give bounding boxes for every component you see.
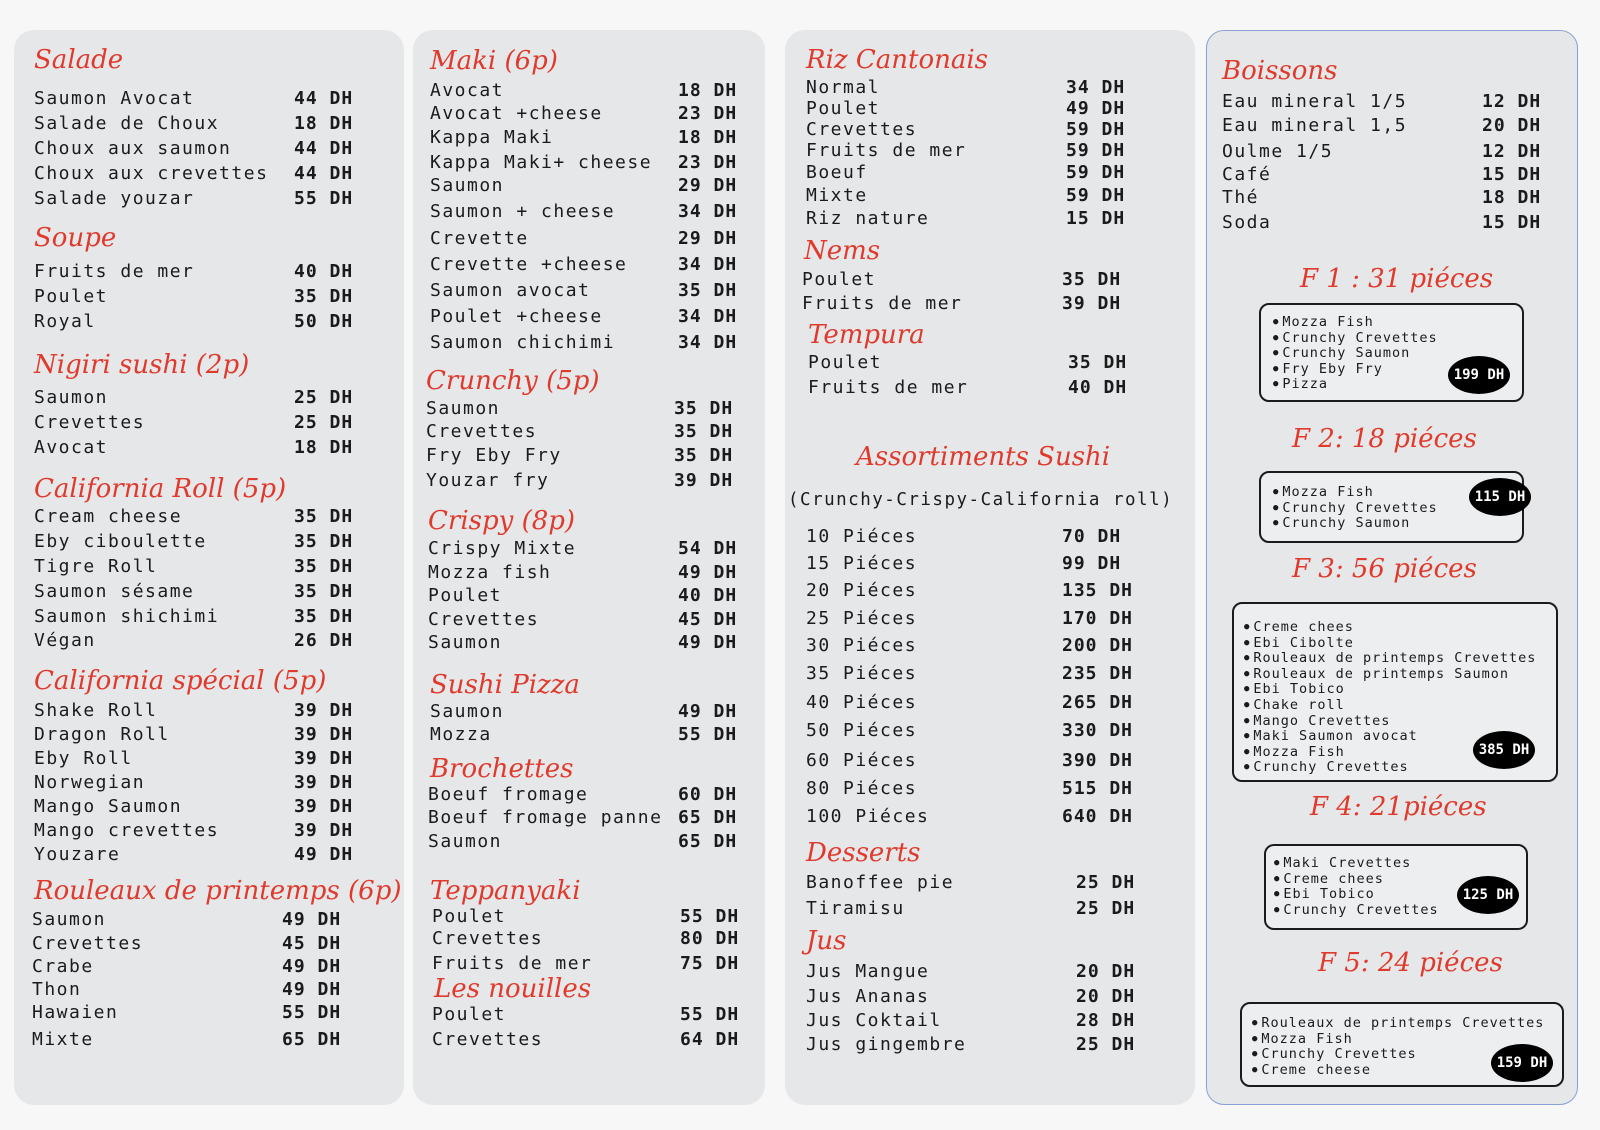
item-name: Mixte (32, 1029, 94, 1050)
item-price: 12 DH (1482, 91, 1542, 112)
formula-item: ● Crunchy Saumon (1273, 346, 1438, 362)
formula-title: F 5: 24 piéces (1318, 948, 1503, 978)
formula-item: ● Mozza Fish (1244, 745, 1536, 761)
item-price: 20 DH (1076, 986, 1136, 1007)
formula-item: ● Creme chees (1274, 872, 1439, 888)
item-name: Tigre Roll (34, 556, 158, 577)
item-price: 18 DH (678, 127, 738, 148)
item-name: Fry Eby Fry (426, 445, 562, 466)
item-price: 34 DH (678, 306, 738, 327)
item-price: 20 DH (1482, 115, 1542, 136)
formula-item: ● Chake roll (1244, 698, 1536, 714)
item-price: 26 DH (294, 630, 354, 651)
item-price: 44 DH (294, 138, 354, 159)
item-name: Eau mineral 1,5 (1222, 115, 1408, 136)
item-name: Youzare (34, 844, 121, 865)
item-name: Poulet (432, 1004, 507, 1025)
item-price: 75 DH (680, 953, 740, 974)
item-price: 15 DH (1482, 164, 1542, 185)
item-name: Crevettes (32, 933, 144, 954)
item-name: Jus Coktail (806, 1010, 942, 1031)
item-price: 59 DH (1066, 119, 1126, 140)
section-title-soupe: Soupe (34, 223, 117, 253)
item-price: 59 DH (1066, 140, 1126, 161)
item-name: Kappa Maki (430, 127, 554, 148)
formula-items (1273, 485, 1438, 532)
item-price: 80 DH (680, 928, 740, 949)
item-price: 59 DH (1066, 162, 1126, 183)
item-name: Choux aux crevettes (34, 163, 269, 184)
item-name: Banoffee pie (806, 872, 955, 893)
item-name: 30 Piéces (806, 635, 918, 656)
item-name: Salade youzar (34, 188, 195, 209)
item-price: 60 DH (678, 784, 738, 805)
item-name: 25 Piéces (806, 608, 918, 629)
item-price: 35 DH (674, 445, 734, 466)
formula-item: ● Ebi Tobico (1274, 887, 1439, 903)
formula-title: F 4: 21piéces (1310, 792, 1487, 822)
item-price: 39 DH (294, 700, 354, 721)
item-name: Saumon (32, 909, 107, 930)
item-price: 35 DH (1062, 269, 1122, 290)
item-price: 34 DH (1066, 77, 1126, 98)
item-name: Mixte (806, 185, 868, 206)
section-title-salade: Salade (34, 45, 124, 75)
item-price: 25 DH (1076, 872, 1136, 893)
item-price: 55 DH (678, 724, 738, 745)
item-name: Boeuf (806, 162, 868, 183)
formula-item: ● Ebi Cibolte (1244, 636, 1536, 652)
item-price: 28 DH (1076, 1010, 1136, 1031)
formula-items (1274, 856, 1439, 918)
item-price: 59 DH (1066, 185, 1126, 206)
item-price: 640 DH (1062, 806, 1134, 827)
item-price: 170 DH (1062, 608, 1134, 629)
item-name: Riz nature (806, 208, 930, 229)
item-price: 515 DH (1062, 778, 1134, 799)
formula-item: ● Creme chees (1244, 620, 1536, 636)
item-price: 65 DH (282, 1029, 342, 1050)
item-name: Eby ciboulette (34, 531, 207, 552)
item-price: 45 DH (282, 933, 342, 954)
formula-item: ● Mozza Fish (1273, 485, 1438, 501)
item-price: 35 DH (294, 606, 354, 627)
formula-price-badge: 385 DH (1473, 731, 1535, 769)
item-price: 49 DH (294, 844, 354, 865)
item-name: Crevette +cheese (430, 254, 628, 275)
formula-title: F 3: 56 piéces (1292, 554, 1477, 584)
item-name: Cream cheese (34, 506, 183, 527)
item-name: Choux aux saumon (34, 138, 232, 159)
section-title-teppanyaki: Teppanyaki (430, 876, 581, 906)
item-name: Fruits de mer (432, 953, 593, 974)
item-price: 34 DH (678, 254, 738, 275)
item-name: Saumon avocat (430, 280, 591, 301)
item-name: Hawaien (32, 1002, 119, 1023)
item-name: 60 Piéces (806, 750, 918, 771)
item-price: 35 DH (674, 421, 734, 442)
item-price: 25 DH (1076, 1034, 1136, 1055)
item-name: Boeuf fromage (428, 784, 589, 805)
item-price: 55 DH (680, 1004, 740, 1025)
item-name: Saumon shichimi (34, 606, 220, 627)
item-price: 55 DH (282, 1002, 342, 1023)
item-name: 15 Piéces (806, 553, 918, 574)
formula-item: ● Rouleaux de printemps Crevettes (1252, 1016, 1544, 1032)
item-price: 49 DH (678, 562, 738, 583)
item-price: 390 DH (1062, 750, 1134, 771)
item-name: Normal (806, 77, 881, 98)
formula-title: F 2: 18 piéces (1292, 424, 1477, 454)
item-price: 18 DH (678, 80, 738, 101)
item-price: 49 DH (282, 979, 342, 1000)
item-price: 35 DH (294, 286, 354, 307)
item-name: 50 Piéces (806, 720, 918, 741)
item-name: Mozza fish (428, 562, 552, 583)
item-price: 70 DH (1062, 526, 1122, 547)
item-name: Poulet +cheese (430, 306, 603, 327)
section-title-maki: Maki (6p) (430, 46, 558, 76)
item-name: Thé (1222, 187, 1260, 208)
section-title-brochettes: Brochettes (430, 754, 574, 784)
item-price: 64 DH (680, 1029, 740, 1050)
formula-item: ● Crunchy Crevettes (1252, 1047, 1544, 1063)
item-price: 55 DH (680, 906, 740, 927)
section-title-nouilles: Les nouilles (434, 974, 592, 1004)
item-price: 39 DH (674, 470, 734, 491)
item-name: Fruits de mer (806, 140, 967, 161)
item-price: 65 DH (678, 831, 738, 852)
item-price: 25 DH (294, 412, 354, 433)
formula-price-badge: 199 DH (1448, 356, 1510, 394)
item-name: Crevettes (428, 609, 540, 630)
section-title-nems: Nems (804, 236, 881, 266)
item-price: 35 DH (1068, 352, 1128, 373)
item-price: 15 DH (1066, 208, 1126, 229)
item-name: Crispy Mixte (428, 538, 577, 559)
item-name: Crevettes (426, 421, 538, 442)
item-price: 235 DH (1062, 663, 1134, 684)
item-price: 29 DH (678, 175, 738, 196)
section-title-boissons: Boissons (1222, 56, 1338, 86)
item-price: 99 DH (1062, 553, 1122, 574)
item-name: Jus Ananas (806, 986, 930, 1007)
item-name: 80 Piéces (806, 778, 918, 799)
item-name: Saumon (34, 387, 109, 408)
item-name: Saumon (430, 701, 505, 722)
item-price: 15 DH (1482, 212, 1542, 233)
item-price: 35 DH (294, 581, 354, 602)
item-price: 330 DH (1062, 720, 1134, 741)
section-title-nigiri: Nigiri sushi (2p) (34, 350, 250, 380)
item-price: 50 DH (294, 311, 354, 332)
item-price: 49 DH (678, 632, 738, 653)
item-price: 265 DH (1062, 692, 1134, 713)
item-name: Crevette (430, 228, 529, 249)
item-price: 39 DH (294, 772, 354, 793)
item-price: 12 DH (1482, 141, 1542, 162)
item-name: Oulme 1/5 (1222, 141, 1334, 162)
item-name: Saumon (428, 831, 503, 852)
item-name: Mango crevettes (34, 820, 220, 841)
item-price: 200 DH (1062, 635, 1134, 656)
formula-price-badge: 125 DH (1457, 876, 1519, 914)
formula-item: ● Creme cheese (1252, 1063, 1544, 1079)
item-price: 54 DH (678, 538, 738, 559)
formula-item: ● Maki Saumon avocat (1244, 729, 1536, 745)
item-name: Royal (34, 311, 96, 332)
item-price: 39 DH (294, 724, 354, 745)
item-name: Saumon (426, 398, 501, 419)
item-price: 65 DH (678, 807, 738, 828)
item-price: 29 DH (678, 228, 738, 249)
item-name: Boeuf fromage panne (428, 807, 663, 828)
formula-item: ● Mozza Fish (1273, 315, 1438, 331)
item-name: Tiramisu (806, 898, 905, 919)
item-name: 40 Piéces (806, 692, 918, 713)
item-price: 35 DH (674, 398, 734, 419)
item-name: Dragon Roll (34, 724, 170, 745)
item-name: Avocat +cheese (430, 103, 603, 124)
item-price: 18 DH (294, 113, 354, 134)
section-title-california_special: California spécial (5p) (34, 666, 327, 696)
item-name: Végan (34, 630, 96, 651)
item-name: Saumon + cheese (430, 201, 616, 222)
section-title-assortiments: Assortiments Sushi (856, 442, 1111, 472)
item-price: 49 DH (1066, 98, 1126, 119)
item-name: 100 Piéces (806, 806, 930, 827)
assortiments-subtitle: (Crunchy-Crispy-California roll) (788, 490, 1174, 510)
item-name: Fruits de mer (808, 377, 969, 398)
item-name: 20 Piéces (806, 580, 918, 601)
item-price: 39 DH (294, 748, 354, 769)
item-name: Fruits de mer (802, 293, 963, 314)
item-price: 35 DH (294, 506, 354, 527)
item-name: Crevettes (806, 119, 918, 140)
item-price: 55 DH (294, 188, 354, 209)
item-price: 45 DH (678, 609, 738, 630)
item-name: Salade de Choux (34, 113, 220, 134)
item-name: 10 Piéces (806, 526, 918, 547)
item-name: Shake Roll (34, 700, 158, 721)
formula-item: ● Mozza Fish (1252, 1032, 1544, 1048)
item-name: Avocat (430, 80, 505, 101)
section-title-california: California Roll (5p) (34, 474, 287, 504)
section-title-pizza: Sushi Pizza (430, 670, 580, 700)
item-name: Poulet (432, 906, 507, 927)
item-name: Saumon (428, 632, 503, 653)
item-name: Jus Mangue (806, 961, 930, 982)
item-name: 35 Piéces (806, 663, 918, 684)
formula-item: ● Crunchy Crevettes (1273, 331, 1438, 347)
section-title-crunchy: Crunchy (5p) (426, 366, 600, 396)
section-title-riz: Riz Cantonais (806, 45, 988, 75)
formula-item: ● Ebi Tobico (1244, 682, 1536, 698)
item-name: Café (1222, 164, 1272, 185)
item-name: Thon (32, 979, 82, 1000)
formula-item: ● Rouleaux de printemps Saumon (1244, 667, 1536, 683)
formula-price-badge: 159 DH (1491, 1044, 1553, 1082)
item-price: 23 DH (678, 103, 738, 124)
item-price: 39 DH (1062, 293, 1122, 314)
item-price: 49 DH (282, 956, 342, 977)
item-price: 135 DH (1062, 580, 1134, 601)
item-price: 44 DH (294, 163, 354, 184)
item-name: Mozza (430, 724, 492, 745)
formula-items (1273, 315, 1438, 393)
item-name: Youzar fry (426, 470, 550, 491)
item-name: Poulet (802, 269, 877, 290)
section-title-jus: Jus (806, 926, 847, 956)
item-price: 18 DH (294, 437, 354, 458)
formula-item: ● Pizza (1273, 377, 1438, 393)
item-price: 34 DH (678, 201, 738, 222)
item-price: 40 DH (1068, 377, 1128, 398)
formula-item: ● Fry Eby Fry (1273, 362, 1438, 378)
item-name: Poulet (806, 98, 881, 119)
formula-price-badge: 115 DH (1469, 478, 1531, 516)
item-name: Kappa Maki+ cheese (430, 152, 653, 173)
item-price: 49 DH (282, 909, 342, 930)
item-name: Eau mineral 1/5 (1222, 91, 1408, 112)
item-name: Saumon (430, 175, 505, 196)
item-price: 23 DH (678, 152, 738, 173)
formula-title: F 1 : 31 piéces (1300, 264, 1494, 294)
item-name: Jus gingembre (806, 1034, 967, 1055)
item-name: Crabe (32, 956, 94, 977)
formula-item: ● Crunchy Saumon (1273, 516, 1438, 532)
item-name: Avocat (34, 437, 109, 458)
item-name: Saumon sésame (34, 581, 195, 602)
item-price: 20 DH (1076, 961, 1136, 982)
item-name: Soda (1222, 212, 1272, 233)
item-price: 18 DH (1482, 187, 1542, 208)
formula-item: ● Crunchy Crevettes (1244, 760, 1536, 776)
item-name: Poulet (428, 585, 503, 606)
item-price: 44 DH (294, 88, 354, 109)
section-title-tempura: Tempura (808, 320, 925, 350)
item-price: 49 DH (678, 701, 738, 722)
formula-item: ● Crunchy Crevettes (1274, 903, 1439, 919)
item-price: 35 DH (294, 531, 354, 552)
formula-item: ● Crunchy Crevettes (1273, 501, 1438, 517)
item-price: 40 DH (678, 585, 738, 606)
item-name: Eby Roll (34, 748, 133, 769)
item-price: 40 DH (294, 261, 354, 282)
item-name: Crevettes (34, 412, 146, 433)
item-name: Saumon Avocat (34, 88, 195, 109)
formula-item: ● Mango Crevettes (1244, 714, 1536, 730)
section-title-rouleaux: Rouleaux de printemps (6p) (34, 876, 402, 906)
item-name: Saumon chichimi (430, 332, 616, 353)
item-name: Fruits de mer (34, 261, 195, 282)
item-price: 35 DH (678, 280, 738, 301)
section-title-desserts: Desserts (806, 838, 921, 868)
item-price: 25 DH (294, 387, 354, 408)
item-name: Crevettes (432, 1029, 544, 1050)
item-price: 39 DH (294, 796, 354, 817)
section-title-crispy: Crispy (8p) (428, 506, 576, 536)
formula-item: ● Rouleaux de printemps Crevettes (1244, 651, 1536, 667)
item-name: Poulet (808, 352, 883, 373)
item-name: Crevettes (432, 928, 544, 949)
item-name: Norwegian (34, 772, 146, 793)
item-name: Poulet (34, 286, 109, 307)
item-price: 39 DH (294, 820, 354, 841)
item-name: Mango Saumon (34, 796, 183, 817)
item-price: 35 DH (294, 556, 354, 577)
item-price: 25 DH (1076, 898, 1136, 919)
item-price: 34 DH (678, 332, 738, 353)
formula-item: ● Maki Crevettes (1274, 856, 1439, 872)
